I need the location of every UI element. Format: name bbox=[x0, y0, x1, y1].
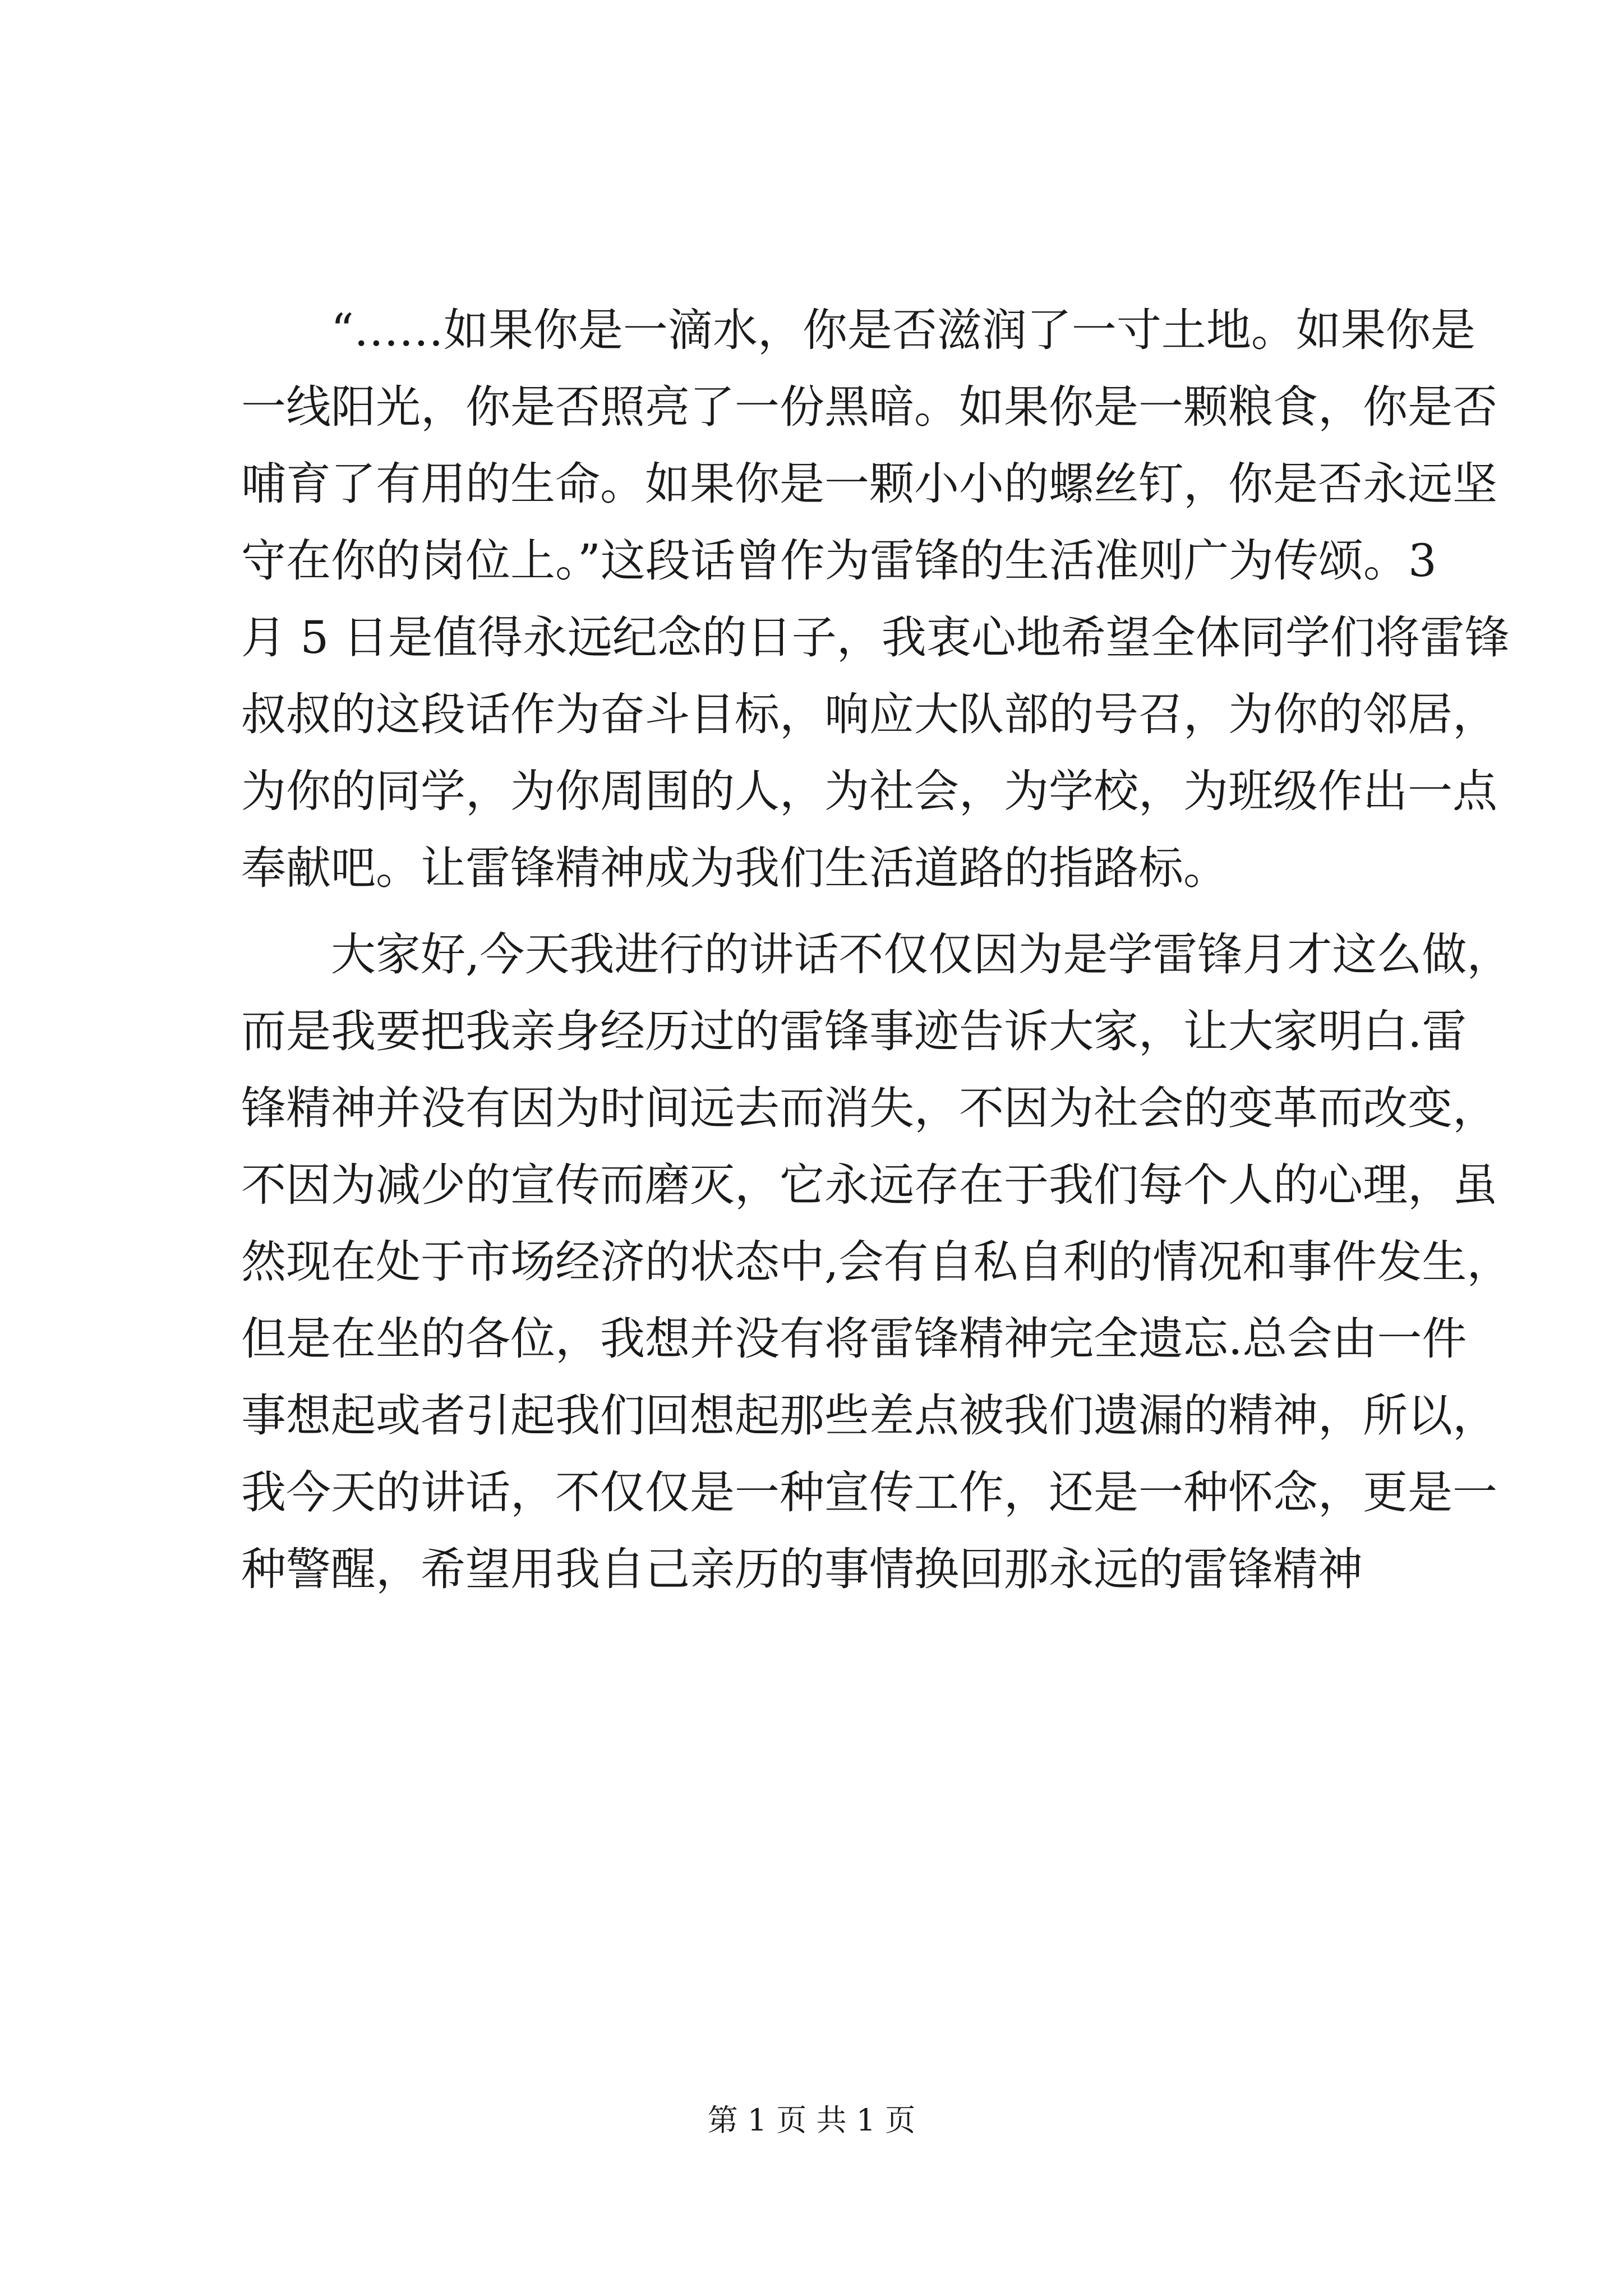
paragraph-lei-feng-quote bbox=[241, 292, 1510, 907]
text-line: 而是我要把我亲身经历过的雷锋事迹告诉大家，让大家明白.雷 bbox=[241, 1005, 1467, 1057]
text-line: 锋精神并没有因为时间远去而消失，不因为社会的变革而改变， bbox=[241, 1082, 1497, 1134]
text-line: 哺育了有用的生命。如果你是一颗小小的螺丝钉，你是否永远坚 bbox=[241, 458, 1497, 510]
text-line: 叔叔的这段话作为奋斗目标，响应大队部的号召，为你的邻居， bbox=[241, 688, 1497, 740]
text-line: 不因为减少的宣传而磨灭，它永远存在于我们每个人的心理，虽 bbox=[241, 1159, 1497, 1211]
text-line: 一线阳光，你是否照亮了一份黑暗。如果你是一颗粮食，你是否 bbox=[241, 381, 1497, 433]
text-line: 奉献吧。让雷锋精神成为我们生活道路的指路标。 bbox=[241, 842, 1228, 894]
text-line: 大家好,今天我进行的讲话不仅仅因为是学雷锋月才这么做， bbox=[241, 928, 1512, 981]
paragraph-speech bbox=[241, 916, 1512, 1608]
text-line: “……如果你是一滴水，你是否滋润了一寸土地。如果你是 bbox=[241, 304, 1476, 356]
text-line: 为你的同学，为你周围的人，为社会，为学校，为班级作出一点 bbox=[241, 765, 1497, 817]
text-line: 守在你的岗位上。”这段话曾作为雷锋的生活准则广为传颂。3 bbox=[241, 535, 1437, 587]
text-line: 月 5 日是值得永远纪念的日子，我衷心地希望全体同学们将雷锋 bbox=[241, 611, 1510, 664]
text-line: 然现在处于市场经济的状态中,会有自私自利的情况和事件发生， bbox=[241, 1236, 1512, 1288]
text-line: 事想起或者引起我们回想起那些差点被我们遗漏的精神，所以， bbox=[241, 1389, 1497, 1442]
text-line: 但是在坐的各位，我想并没有将雷锋精神完全遗忘.总会由一件 bbox=[241, 1313, 1467, 1365]
text-line: 种警醒，希望用我自己亲历的事情换回那永远的雷锋精神 bbox=[241, 1543, 1363, 1595]
paragraph-spacer bbox=[241, 907, 1419, 916]
page-number-footer: 第 1 页 共 1 页 bbox=[707, 2102, 916, 2138]
document-body bbox=[241, 292, 1512, 1608]
text-line: 我今天的讲话，不仅仅是一种宣传工作，还是一种怀念，更是一 bbox=[241, 1466, 1497, 1519]
